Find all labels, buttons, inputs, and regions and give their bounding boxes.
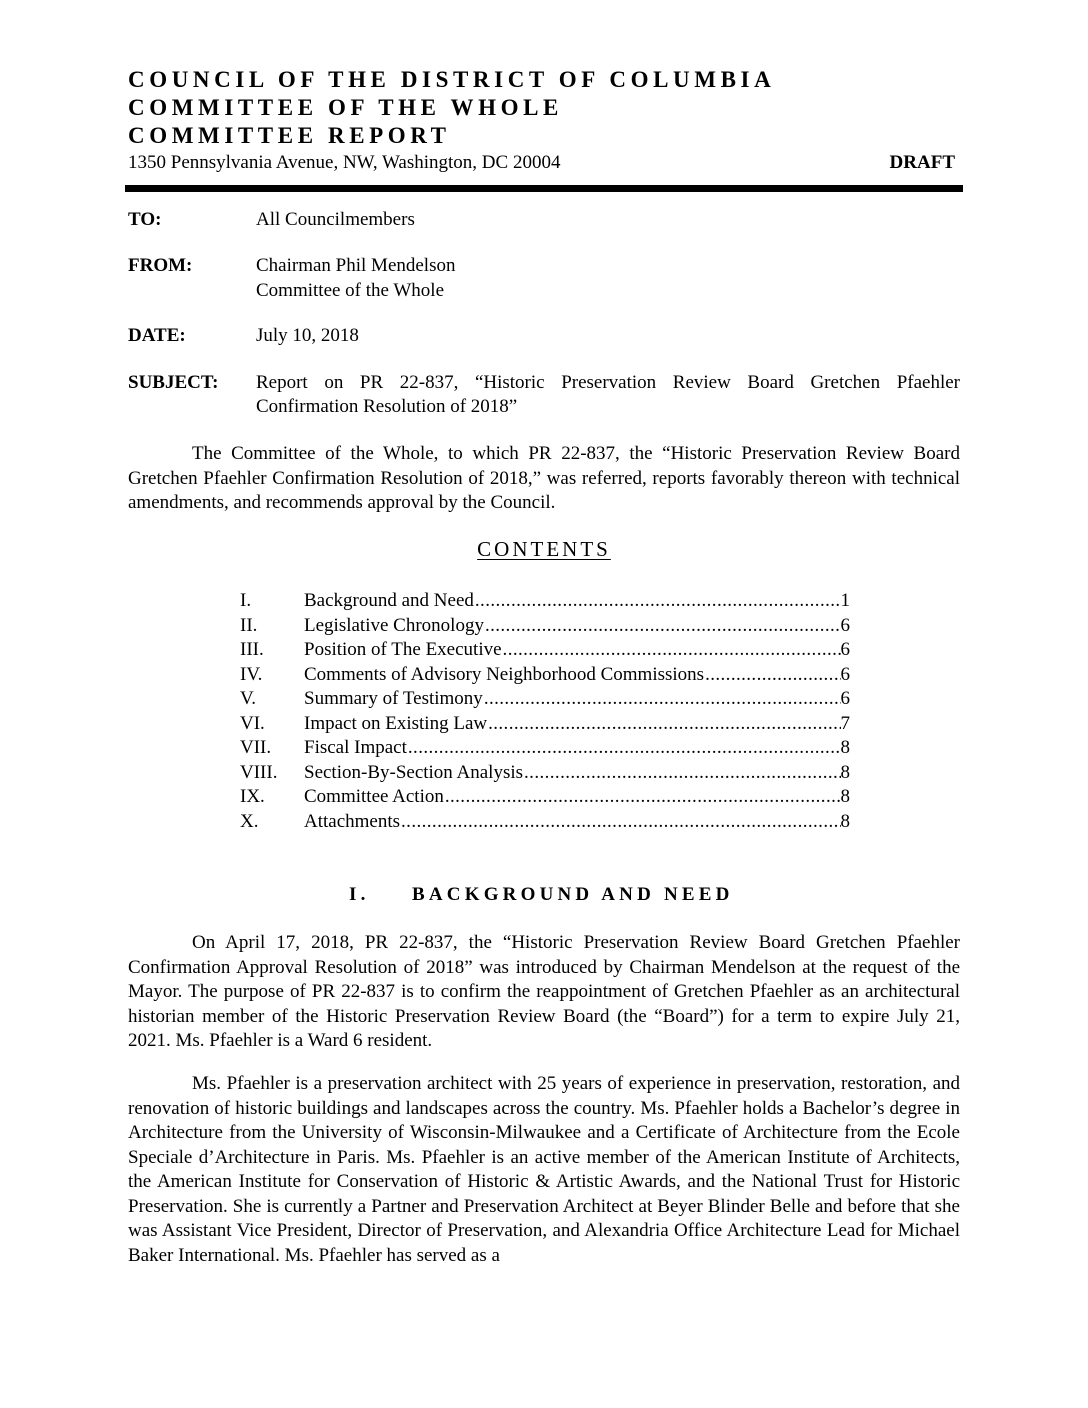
- intro-paragraph: The Committee of the Whole, to which PR 22-837, the “Historic Preservation Review Board Gretchen Pfaehler Confirmation Resolution of 2018,” was referred, reports favorably thereon with technical amendments, and recommends approval by the Council.: [128, 443, 960, 513]
- toc-page: 6: [840, 614, 850, 636]
- memo-to-value: All Councilmembers: [256, 209, 415, 230]
- toc-title: Position of The Executive: [304, 639, 502, 660]
- toc-title: Comments of Advisory Neighborhood Commissions: [304, 663, 705, 685]
- toc-title: Section-By-Section Analysis: [304, 761, 524, 783]
- toc-number: I.: [240, 590, 252, 611]
- toc-title: Background and Need: [304, 590, 474, 611]
- memo-date-value: July 10, 2018: [256, 325, 359, 346]
- draft-status: DRAFT: [889, 152, 955, 173]
- memo-subject-label: SUBJECT:: [128, 372, 219, 393]
- toc-page: 8: [840, 786, 850, 807]
- section-heading-background: [349, 883, 734, 907]
- toc-page: 7: [840, 712, 850, 734]
- toc-leader: [485, 614, 841, 638]
- memo-from-value-committee: Committee of the Whole: [256, 280, 445, 301]
- toc-title: Committee Action: [304, 786, 444, 807]
- toc-leader: [524, 761, 840, 785]
- toc-leader: [445, 785, 841, 809]
- memo-to-label: TO:: [128, 209, 162, 230]
- toc-title: Summary of Testimony: [304, 688, 483, 709]
- toc-leader: [488, 712, 840, 736]
- memo-from-value-name: Chairman Phil Mendelson: [256, 255, 456, 276]
- header-address: 1350 Pennsylvania Avenue, NW, Washington, DC 20004: [128, 152, 561, 173]
- toc-entry: [240, 614, 850, 639]
- background-paragraph-1: On April 17, 2018, PR 22-837, the “Historic Preservation Review Board Gretchen Pfaehler Confirmation Approval Resolution of 2018” was introduced by Chairman Mendelson at the request of the Mayor. The purpose of PR 22-837 is to confirm the reappointment of Gretchen Pfaehler as an architectural historian member of the Historic Preservation Review Board (the “Board”) for a term to expire July 21, 2021. Ms. Pfaehler is a Ward 6 resident.: [128, 932, 960, 1051]
- toc-page: 6: [840, 639, 850, 660]
- toc-number: IV.: [240, 663, 263, 685]
- memo-date-label: DATE:: [128, 325, 186, 346]
- section-title: BACKGROUND AND NEED: [412, 884, 734, 905]
- toc-page: 8: [840, 761, 850, 783]
- toc-entry: [240, 663, 850, 688]
- toc-entry: [240, 712, 850, 737]
- toc-entry: [240, 589, 850, 614]
- background-paragraph-2: Ms. Pfaehler is a preservation architect with 25 years of experience in preservation, restoration, and renovation of historic buildings and landscapes across the country. Ms. Pfaehler holds a Bachelor’s degree in Architecture from the University of Wisconsin-Milwaukee and a Certificate of Architecture from the Ecole Speciale d’Architecture in Paris. Ms. Pfaehler is an active member of the American Institute of Architects, the American Institute for Conservation of Historic & Artistic Awards, and the National Trust for Historic Preservation. She is currently a Partner and Preservation Architect at Beyer Blinder Belle and before that she was Assistant Vice President, Director of Preservation, and Alexandria Office Architecture Lead for Michael Baker International. Ms. Pfaehler has served as a: [128, 1073, 960, 1266]
- toc-number: X.: [240, 810, 259, 832]
- header-report: COMMITTEE REPORT: [128, 123, 451, 148]
- toc-entry: [240, 736, 850, 761]
- toc-entry: [240, 687, 850, 712]
- memo-subject-value: Report on PR 22-837, “Historic Preservation Review Board Gretchen Pfaehler Confirmation Resolution of 2018”: [256, 372, 960, 417]
- toc-title: Fiscal Impact: [304, 737, 407, 758]
- toc-page: 1: [840, 590, 850, 611]
- toc-number: III.: [240, 639, 264, 660]
- toc-number: V.: [240, 688, 257, 709]
- section-number: I.: [349, 884, 370, 905]
- toc-leader: [475, 589, 841, 613]
- memo-from-label: FROM:: [128, 255, 193, 276]
- toc-number: VIII.: [240, 761, 278, 783]
- toc-leader: [484, 687, 841, 711]
- toc-leader: [401, 810, 840, 834]
- toc-entry: [240, 810, 850, 835]
- toc-number: VI.: [240, 712, 265, 734]
- toc-number: VII.: [240, 737, 272, 758]
- toc-page: 6: [840, 688, 850, 709]
- toc-entry: [240, 761, 850, 786]
- table-of-contents: [240, 589, 850, 834]
- toc-leader: [705, 663, 840, 687]
- toc-entry: [240, 785, 850, 810]
- toc-leader: [408, 736, 841, 760]
- header-council: COUNCIL OF THE DISTRICT OF COLUMBIA: [128, 67, 776, 92]
- toc-page: 8: [840, 737, 850, 758]
- toc-page: 6: [840, 663, 850, 685]
- toc-page: 8: [840, 810, 850, 832]
- contents-title: CONTENTS: [477, 537, 611, 561]
- header-rule: [125, 185, 963, 192]
- toc-leader: [503, 638, 841, 662]
- toc-number: IX.: [240, 786, 265, 807]
- toc-entry: [240, 638, 850, 663]
- header-committee: COMMITTEE OF THE WHOLE: [128, 95, 563, 120]
- toc-title: Impact on Existing Law: [304, 712, 488, 734]
- toc-title: Attachments: [304, 810, 401, 832]
- toc-number: II.: [240, 614, 258, 636]
- toc-title: Legislative Chronology: [304, 614, 484, 636]
